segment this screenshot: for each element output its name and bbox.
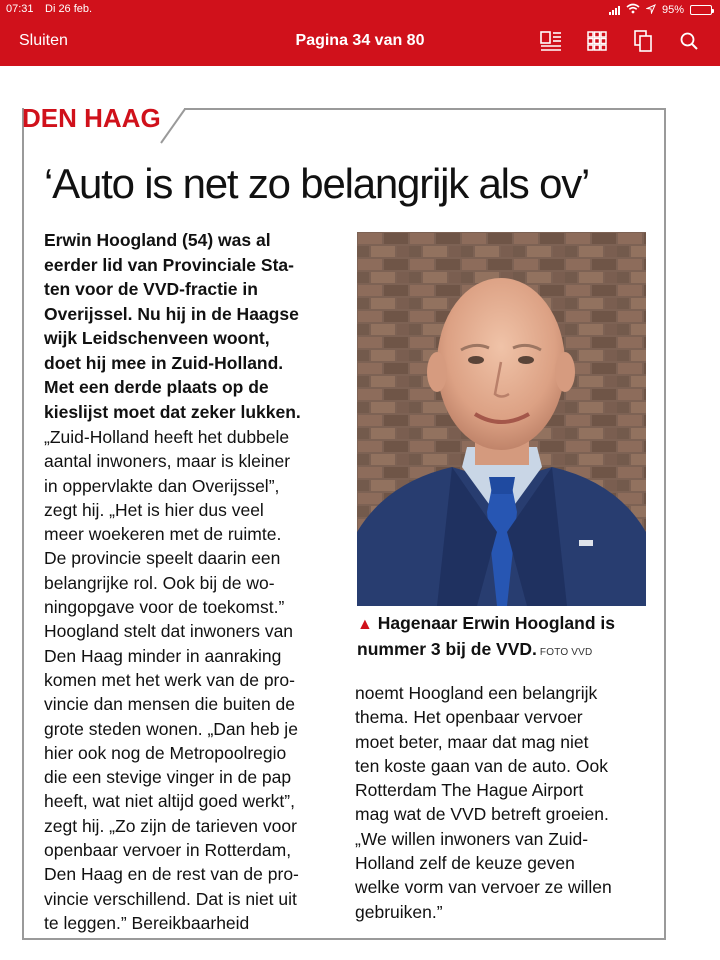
- status-bar: [0, 0, 720, 20]
- article-body-left-column: [44, 425, 334, 935]
- article-body-right-column: [355, 681, 650, 924]
- intro-line: wijk Leidschenveen woont,: [44, 328, 270, 348]
- body-text-line: in oppervlakte dan Overijssel”,: [44, 475, 280, 496]
- body-text-line: Rotterdam The Hague Airport: [355, 780, 584, 801]
- copy-pages-icon[interactable]: [632, 30, 654, 52]
- photo-caption: [357, 611, 652, 665]
- location-arrow-icon: [646, 4, 656, 17]
- body-text-line: grote steden wonen. „Dan heb je: [44, 718, 298, 739]
- body-text-line: Den Haag en de rest van de pro-: [44, 864, 299, 885]
- article-headline: ‘Auto is net zo belangrijk als ov’: [44, 160, 590, 207]
- intro-line: eerder lid van Provinciale Sta-: [44, 254, 294, 275]
- body-text-line: ningopgave voor de toekomst.”: [44, 597, 285, 618]
- body-text-line: aantal inwoners, maar is kleiner: [44, 451, 291, 472]
- body-text-line: „We willen inwoners van Zuid-: [355, 828, 589, 849]
- body-text-line: welke vorm van vervoer ze willen: [355, 877, 612, 898]
- body-text-line: zegt hij. „Zo zijn de tarieven voor: [44, 815, 297, 836]
- body-text-line: belangrijke rol. Ook bij de wo-: [44, 572, 275, 593]
- intro-line: doet hij mee in Zuid-Holland.: [44, 352, 284, 373]
- caption-line-1: Hagenaar Erwin Hoogland is: [377, 613, 615, 633]
- photo-credit: FOTO VVD: [539, 647, 593, 658]
- body-text-line: die een stevige vinger in de pap: [44, 767, 292, 788]
- grid-icon[interactable]: [586, 30, 608, 52]
- body-text-line: moet beter, maar dat mag niet: [355, 731, 589, 752]
- portrait-photo: [357, 232, 646, 606]
- section-kicker: DEN HAAG: [22, 103, 161, 133]
- body-text-line: openbaar vervoer in Rotterdam,: [44, 840, 292, 861]
- intro-line: Overijssel. Nu hij in de Haagse: [44, 303, 299, 324]
- body-text-line: Hoogland stelt dat inwoners van: [44, 621, 294, 642]
- top-toolbar: [0, 0, 720, 66]
- body-text-line: gebruiken.”: [355, 901, 443, 922]
- intro-line: ten voor de VVD-fractie in: [44, 279, 258, 299]
- caption-line-2: nummer 3 bij de VVD.: [357, 639, 537, 659]
- body-text-line: De provincie speelt daarin een: [44, 548, 281, 569]
- wifi-icon: [626, 3, 640, 17]
- body-text-line: „Zuid-Holland heeft het dubbele: [44, 427, 290, 447]
- reader-navbar: [0, 20, 720, 66]
- body-text-line: te leggen.” Bereikbaarheid: [44, 912, 250, 933]
- article-frame-top-rule: [184, 108, 666, 110]
- body-text-line: komen met het werk van de pro-: [44, 669, 295, 690]
- kicker-tab-slant: [160, 108, 186, 144]
- body-text-line: hier ook nog de Metropoolregio: [44, 742, 287, 763]
- body-text-line: Den Haag minder in aanraking: [44, 645, 282, 666]
- body-text-line: ten koste gaan van de auto. Ook: [355, 755, 608, 776]
- body-text-line: thema. Het openbaar vervoer: [355, 707, 583, 728]
- intro-line: Erwin Hoogland (54) was al: [44, 230, 271, 250]
- body-text-line: noemt Hoogland een belangrijk: [355, 683, 598, 703]
- intro-line: Met een derde plaats op de: [44, 377, 269, 397]
- body-text-line: heeft, wat niet altijd goed werkt”,: [44, 791, 295, 812]
- status-date: Di 26 feb.: [45, 3, 93, 15]
- intro-line: kieslijst moet dat zeker lukken.: [44, 401, 301, 422]
- status-time: 07:31: [6, 3, 34, 15]
- body-text-line: vincie verschillend. Dat is niet uit: [44, 888, 297, 909]
- page-layout-icon[interactable]: [540, 30, 562, 52]
- body-text-line: meer woekeren met de ruimte.: [44, 524, 282, 545]
- toolbar-icons: [540, 30, 700, 52]
- close-button[interactable]: Sluiten: [19, 32, 68, 49]
- body-text-line: Holland zelf de keuze geven: [355, 853, 575, 874]
- article-intro: [44, 228, 330, 424]
- search-icon[interactable]: [678, 30, 700, 52]
- cellular-signal-icon: [609, 6, 620, 15]
- battery-percentage: 95%: [661, 4, 684, 16]
- body-text-line: zegt hij. „Het is hier dus veel: [44, 499, 264, 520]
- battery-icon: [690, 5, 712, 15]
- caption-triangle-icon: ▲: [357, 616, 373, 633]
- status-indicators: [609, 3, 712, 17]
- page-indicator: Pagina 34 van 80: [295, 32, 425, 49]
- body-text-line: mag wat de VVD betreft groeien.: [355, 804, 609, 825]
- body-text-line: vincie dan mensen die buiten de: [44, 694, 296, 715]
